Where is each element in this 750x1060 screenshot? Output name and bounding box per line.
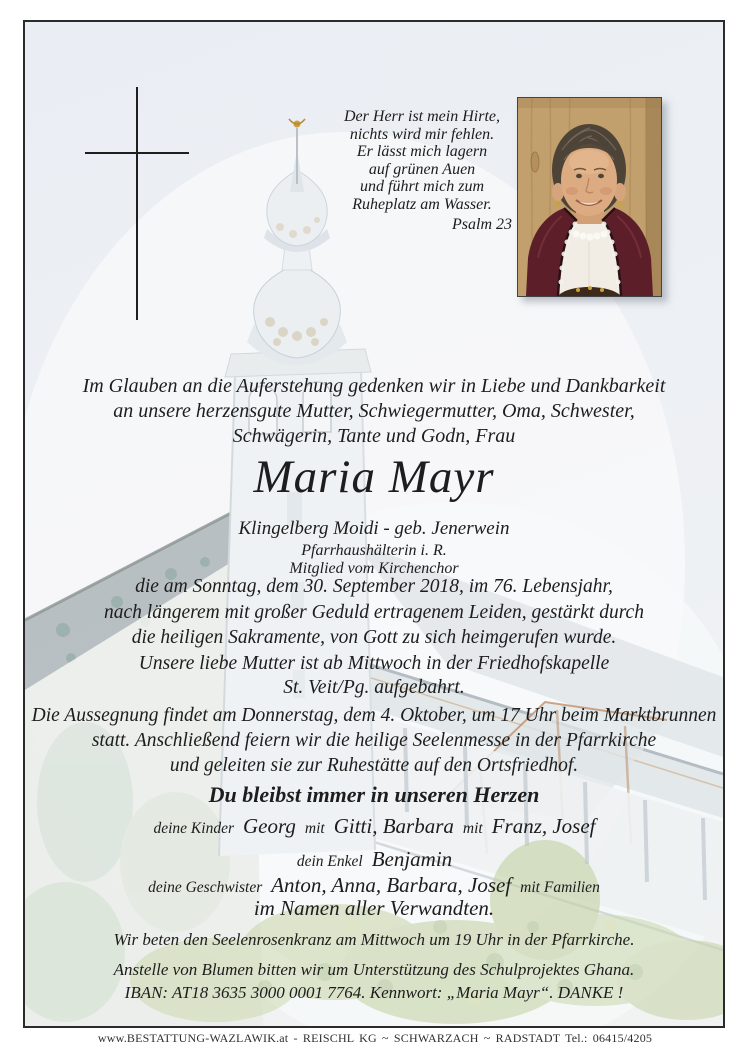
laying-line: Unsere liebe Mutter ist ab Mittwoch in der Friedhofskapelle (138, 653, 610, 674)
grandchild-label: dein Enkel (296, 853, 363, 870)
intro-line: an unsere herzensgute Mutter, Schwiegermutter, Oma, Schwester, (113, 400, 635, 422)
psalm-verse (302, 108, 542, 234)
cross-icon-bar (85, 152, 189, 154)
death-line: die am Sonntag, dem 30. September 2018, im 76. Lebensjahr, (135, 576, 613, 597)
death-line: nach längerem mit großer Geduld ertragenem Leiden, gestärkt durch (104, 601, 644, 623)
portrait-illustration (518, 98, 661, 296)
psalm-line: und führt mich zum (360, 178, 484, 195)
card-frame (23, 20, 725, 1028)
in-name-of-line: im Namen aller Verwandten. (253, 896, 495, 920)
funeral-home-footer: www.BESTATTUNG-WAZLAWIK.at - REISCHL KG ~ SCHWARZACH ~ RADSTADT Tel.: 06415/4205 (97, 1031, 653, 1045)
cross-icon (136, 87, 138, 320)
psalm-line: auf grünen Auen (368, 160, 476, 178)
intro-line: Im Glauben an die Auferstehung gedenken wir in Liebe und Dankbarkeit (82, 375, 666, 397)
psalm-source: Psalm 23 (452, 216, 512, 233)
psalm-line: nichts wird mir fehlen. (349, 125, 495, 143)
with-label: mit (304, 820, 325, 837)
psalm-line: Ruheplatz am Wasser. (352, 195, 492, 213)
psalm-line: Der Herr ist mein Hirte, (344, 108, 500, 125)
laying-out-paragraph (25, 652, 723, 700)
funeral-line: statt. Anschließend feiern wir die heilige Seelenmesse in der Pfarrkirche (91, 730, 657, 751)
donation-paragraph (25, 959, 723, 1004)
intro-line: Schwägerin, Tante und Godn, Frau (232, 425, 516, 447)
laying-line: St. Veit/Pg. aufgebahrt. (283, 677, 465, 698)
rosary-prayer-line: Wir beten den Seelenrosenkranz am Mittwoch um 19 Uhr in der Pfarrkirche. (113, 930, 635, 949)
child-name: Georg (242, 814, 296, 838)
siblings-names: Anton, Anna, Barbara, Josef (271, 873, 512, 897)
deceased-nickname: Klingelberg Moidi - geb. Jenerwein (238, 518, 510, 539)
siblings-suffix: mit Familien (520, 879, 600, 896)
children-label: deine Kinder (153, 820, 234, 837)
deceased-name: Maria Mayr (253, 451, 495, 503)
deceased-role: Mitglied vom Kirchenchor (289, 560, 459, 577)
funeral-line: Die Aussegnung findet am Donnerstag, dem 4. Oktober, um 17 Uhr beim Marktbrunnen (31, 705, 717, 726)
farewell-headline: Du bleibst immer in unseren Herzen (208, 782, 540, 807)
death-paragraph (25, 574, 723, 651)
portrait-photo (517, 97, 662, 297)
death-line: die heiligen Sakramente, von Gott zu sich heimgerufen wurde. (131, 627, 617, 648)
with-label: mit (462, 820, 483, 837)
funeral-paragraph (25, 703, 723, 778)
donation-line: Anstelle von Blumen bitten wir um Unterstützung des Schulprojektes Ghana. (113, 960, 635, 979)
psalm-line: Er lässt mich lagern (356, 143, 488, 160)
deceased-role: Pfarrhaushälterin i. R. (301, 542, 447, 559)
donation-line: IBAN: AT18 3635 3000 0001 7764. Kennwort: „Maria Mayr“. DANKE ! (124, 982, 624, 1002)
grandchild-name: Benjamin (371, 847, 453, 871)
child-name: Gitti, Barbara (333, 814, 454, 838)
siblings-label: deine Geschwister (148, 879, 263, 896)
child-name: Franz, Josef (491, 814, 596, 838)
intro-paragraph (25, 374, 723, 449)
funeral-line: und geleiten sie zur Ruhestätte auf den Ortsfriedhof. (169, 755, 579, 776)
family-children-line (25, 812, 723, 843)
